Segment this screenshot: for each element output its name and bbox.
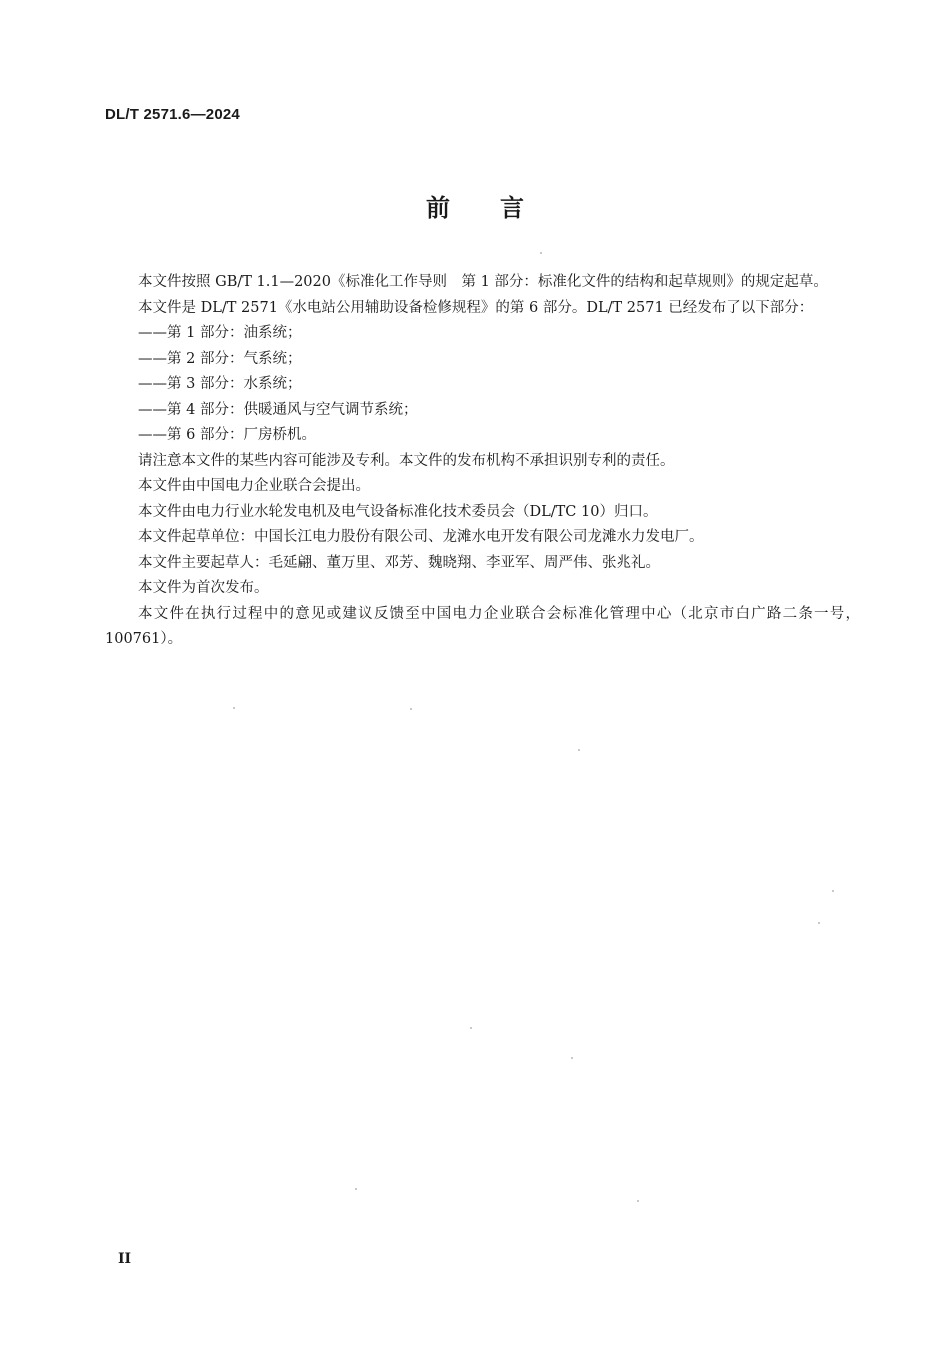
list-item: ——第 3 部分：水系统； — [138, 376, 302, 392]
paragraph-feedback: 本文件在执行过程中的意见或建议反馈至中国电力企业联合会标准化管理中心（北京市白广路二条一号，100761）。 — [105, 605, 860, 647]
list-item: ——第 6 部分：厂房桥机。 — [138, 427, 316, 443]
scan-speck — [818, 922, 820, 924]
page-title: 前言 — [426, 194, 574, 222]
foreword-body — [105, 270, 860, 653]
paragraph-drafting-units: 本文件起草单位：中国长江电力股份有限公司、龙滩水电开发有限公司龙滩水力发电厂。 — [138, 529, 704, 545]
scan-speck — [832, 890, 834, 892]
scan-speck — [410, 708, 412, 710]
paragraph-patent-notice: 请注意本文件的某些内容可能涉及专利。本文件的发布机构不承担识别专利的责任。 — [138, 452, 675, 469]
list-item: ——第 1 部分：油系统； — [138, 325, 302, 341]
list-item: ——第 4 部分：供暖通风与空气调节系统； — [138, 401, 418, 418]
paragraph-drafting-rules: 本文件按照 GB/T 1.1—2020《标准化工作导则 第 1 部分：标准化文件的结构和起草规则》的规定起草。 — [138, 274, 828, 290]
scan-speck — [637, 1200, 639, 1202]
paragraph-series-intro: 本文件是 DL/T 2571《水电站公用辅助设备检修规程》的第 6 部分。DL/T 2571 已经发布了以下部分： — [138, 299, 814, 316]
page-number: II — [118, 1251, 132, 1267]
scan-speck — [578, 749, 580, 751]
scan-speck — [355, 1188, 357, 1190]
scan-speck — [233, 707, 235, 709]
document-code: DL/T 2571.6—2024 — [105, 106, 240, 123]
scan-speck — [540, 252, 542, 254]
paragraph-drafters: 本文件主要起草人：毛延翩、董万里、邓芳、魏晓翔、李亚军、周严伟、张兆礼。 — [138, 554, 660, 571]
scan-speck — [571, 1057, 573, 1059]
scan-speck — [470, 1027, 472, 1029]
paragraph-committee: 本文件由电力行业水轮发电机及电气设备标准化技术委员会（DL/TC 10）归口。 — [138, 503, 658, 520]
paragraph-proposer: 本文件由中国电力企业联合会提出。 — [138, 478, 370, 494]
paragraph-first-release: 本文件为首次发布。 — [138, 580, 269, 596]
list-item: ——第 2 部分：气系统； — [138, 350, 302, 367]
